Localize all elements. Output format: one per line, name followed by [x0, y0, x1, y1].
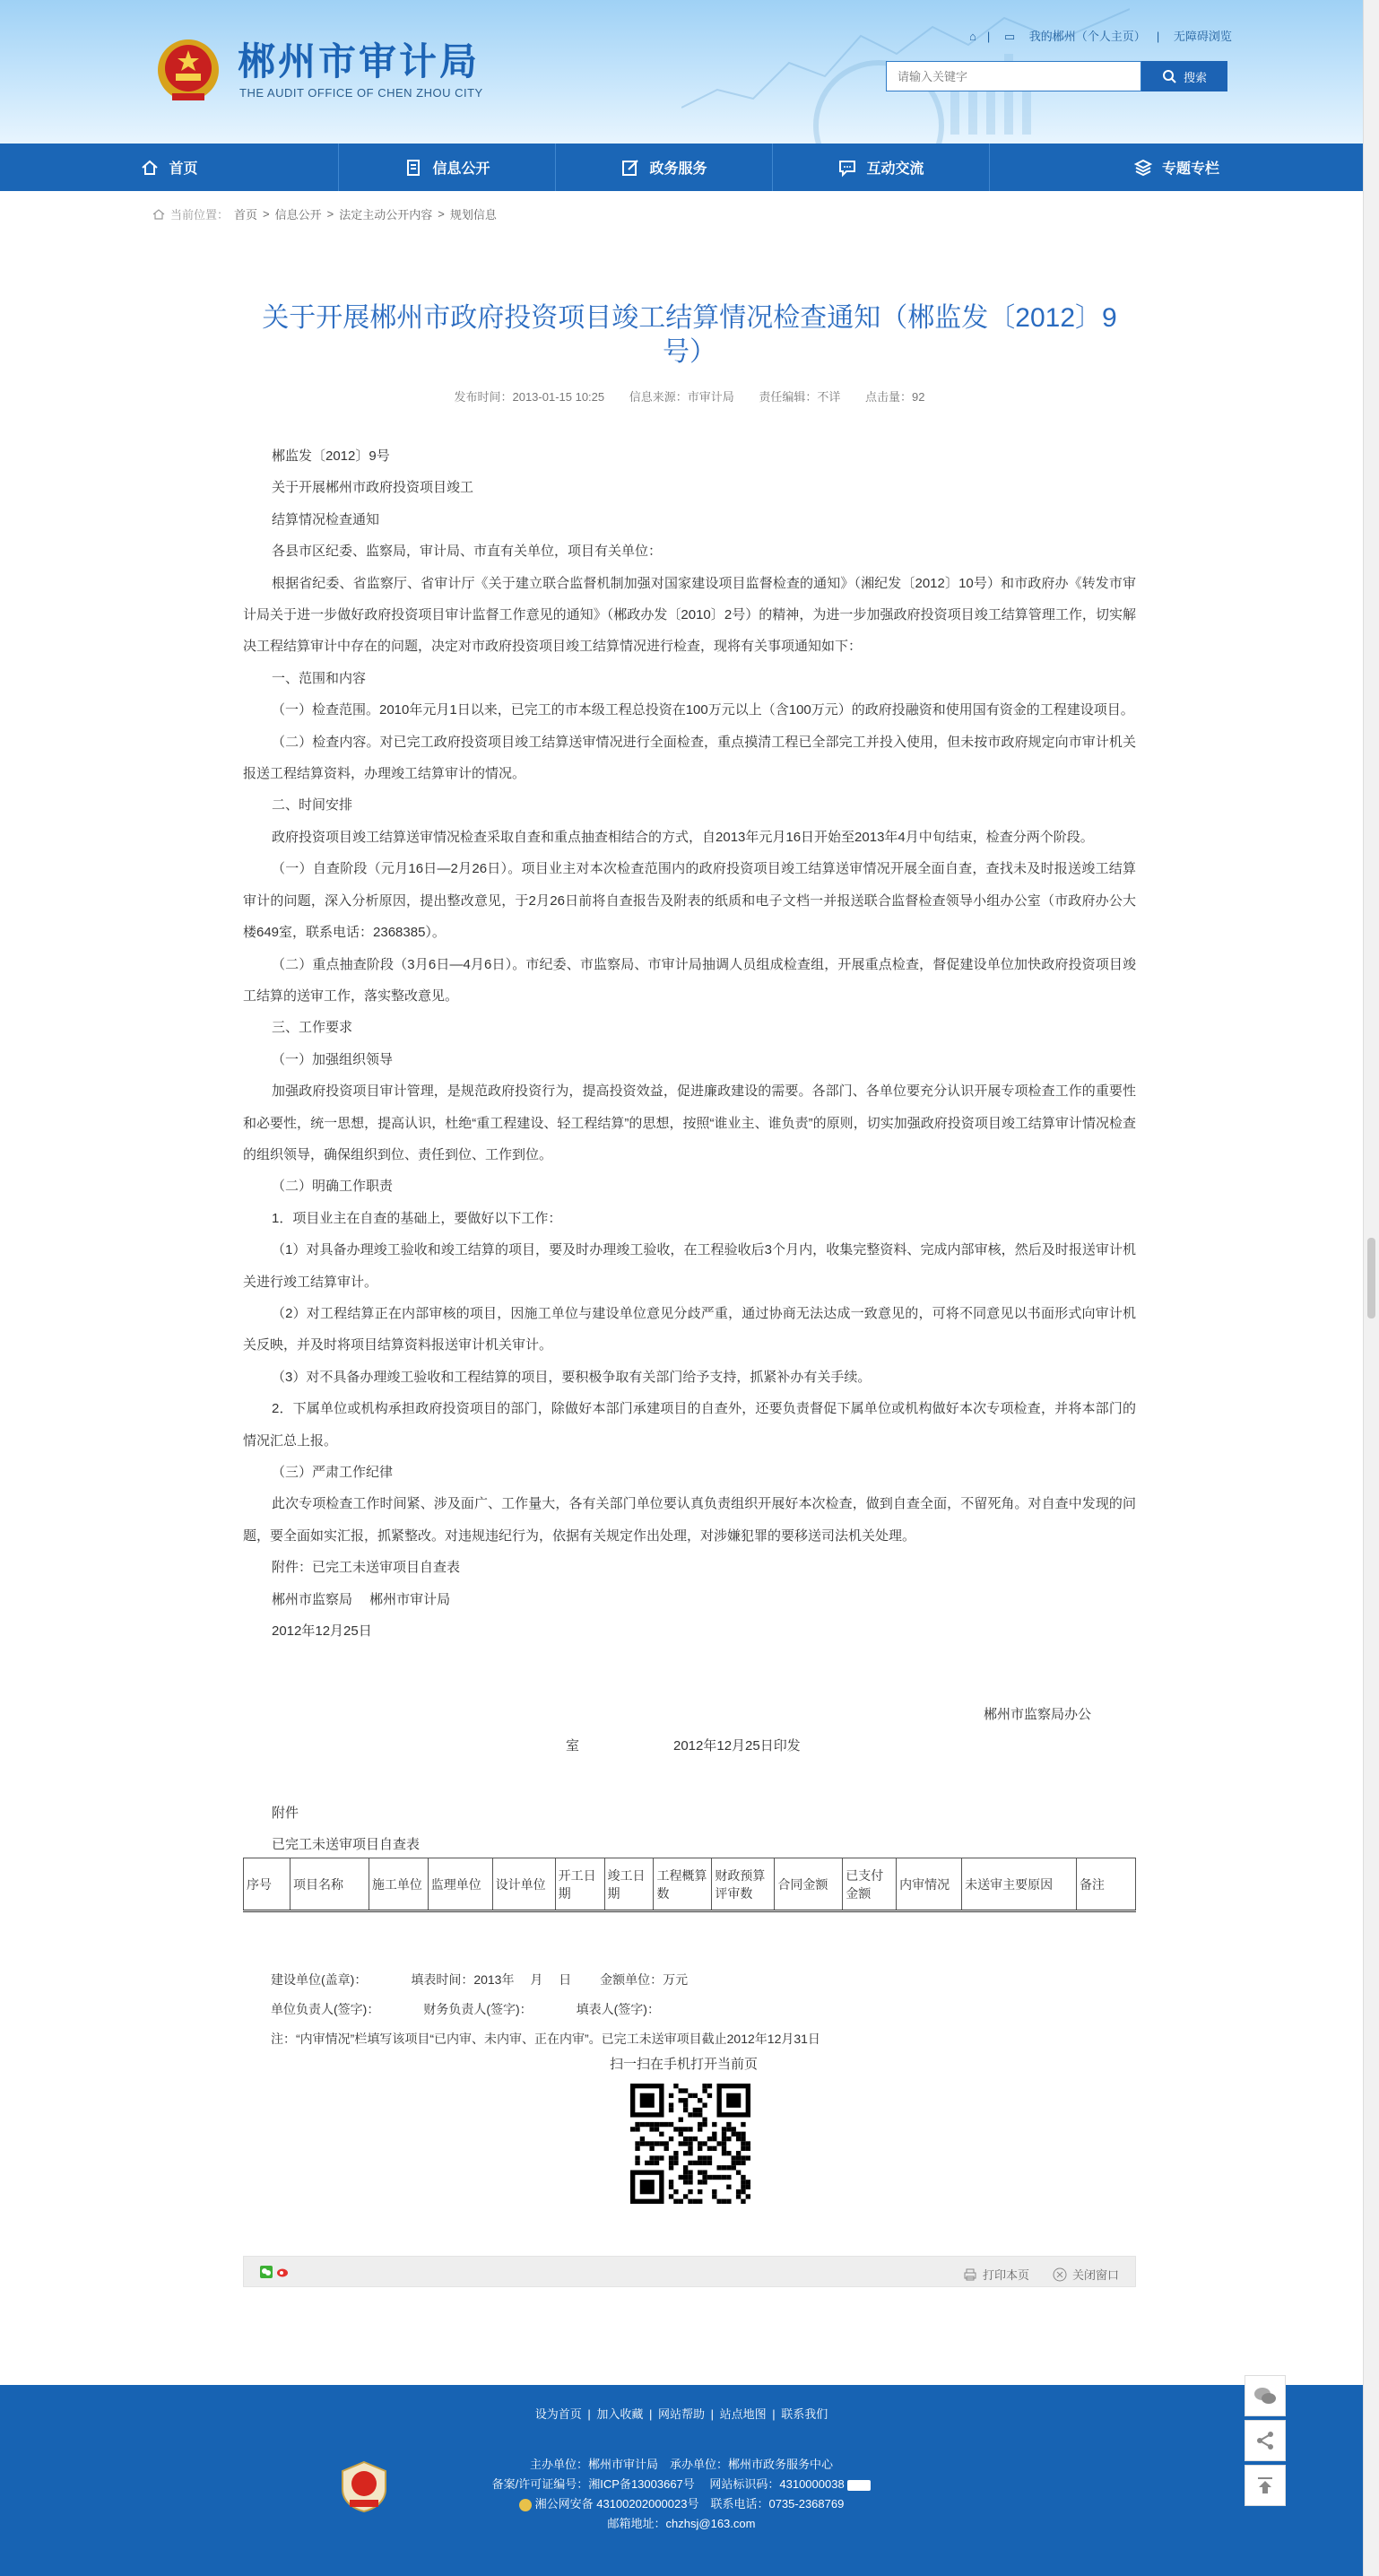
table-header-cell: 项目名称 — [290, 1858, 369, 1911]
article-paragraph: 1．项目业主在自查的基础上，要做好以下工作： — [272, 1210, 562, 1226]
table-header-cell: 开工日期 — [555, 1858, 604, 1911]
nav-label: 首页 — [169, 161, 198, 177]
main-nav — [0, 144, 1363, 191]
appendix-title: 已完工未送审项目自查表 — [272, 1837, 421, 1852]
table-header-cell: 监理单位 — [428, 1858, 492, 1911]
site-header — [0, 0, 1363, 144]
table-header-cell: 未送审主要原因 — [962, 1858, 1077, 1911]
layers-icon — [1133, 158, 1153, 178]
footer-icp: 备案/许可证编号：湘ICP备13003667号 网站标识码：4310000038 — [0, 2475, 1363, 2494]
article-paragraph: （三）严肃工作纪律 — [272, 1465, 394, 1480]
table-header-cell: 备注 — [1076, 1858, 1135, 1911]
home-outline-icon — [152, 208, 165, 221]
article-paragraph: 加强政府投资项目审计管理，是规范政府投资行为，提高投资效益，促进廉政建设的需要。各部门、各单位要充分认识开展专项检查工作的重要性和必要性，统一思想，提高认识，杜绝“重工程建设、轻工程结算”的思想，按照“谁业主、谁负责”的原则，切实加强政府投资项目竣工结算审计情况检查的组织领导，确保组织到位、责任到位、工作到位。 — [243, 1083, 1136, 1162]
article-paragraph: 附件：已完工未送审项目自查表 — [272, 1560, 461, 1576]
nav-item-interaction[interactable] — [773, 144, 990, 191]
nav-label: 互动交流 — [866, 161, 924, 177]
footer-email: 邮箱地址：chzhsj@163.com — [607, 2517, 756, 2530]
close-label: 关闭窗口 — [1071, 2268, 1119, 2282]
article-paragraph: 此次专项检查工作时间紧、涉及面广、工作量大，各有关部门单位要认真负责组织开展好本次检查，做到自查全面，不留死角。对自查中发现的问题，要全面如实汇报，抓紧整改。对违规违纪行为，依据有关规定作出处理，对涉嫌犯罪的要移送司法机关处理。 — [243, 1496, 1136, 1544]
accessibility-link[interactable]: 无障碍浏览 — [1173, 30, 1232, 43]
appendix-label: 附件 — [272, 1806, 299, 1821]
attachment-table — [243, 1858, 1136, 1912]
breadcrumb-item[interactable]: 规划信息 — [449, 208, 497, 222]
table-foot-line: 注：“内审情况”栏填写该项目“已内审、未内审、正在内审”。已完工未送审项目截止2012年12月31日 — [271, 2032, 820, 2046]
close-window-button[interactable] — [1053, 2266, 1119, 2283]
weibo-share-icon[interactable] — [276, 2266, 289, 2278]
article-paragraph: （3）对不具备办理竣工验收和工程结算的项目，要积极争取有关部门给予支持，抓紧补办有关手续。 — [272, 1369, 872, 1385]
nav-item-services[interactable] — [556, 144, 773, 191]
home-small-icon[interactable]: ⌂ — [969, 30, 976, 43]
printer-icon — [963, 2267, 977, 2282]
table-header-cell: 财政预算评审数 — [712, 1858, 775, 1911]
breadcrumb: 当前位置： 首页 > 信息公开 > 法定主动公开内容 > 规划信息 — [152, 205, 497, 222]
close-icon — [1053, 2267, 1067, 2282]
share-bar — [243, 2256, 1136, 2287]
breadcrumb-item[interactable]: 法定主动公开内容 — [339, 208, 433, 222]
chat-icon — [837, 158, 857, 178]
article-paragraph: （二）检查内容。对已完工政府投资项目竣工结算送审情况进行全面检查，重点摸清工程已全部完工并投入使用，但未按市政府规定向市审计机关报送工程结算资料，办理竣工结算审计的情况。 — [243, 734, 1136, 782]
top-links: ⌂ | ▭ 我的郴州（个人主页） | 无障碍浏览 — [969, 30, 1232, 43]
appendix — [243, 1797, 420, 1860]
footer-links: 设为首页 | 加入收藏 | 网站帮助 | 站点地图 | 联系我们 — [534, 2407, 828, 2421]
breadcrumb-prefix: 当前位置： — [170, 208, 230, 222]
footer-link[interactable]: 设为首页 — [534, 2407, 582, 2421]
info-source: 信息来源：市审计局 — [629, 390, 734, 404]
article-paragraph: （二）重点抽查阶段（3月6日—4月6日）。市纪委、市监察局、市审计局抽调人员组成检查组，开展重点检查，督促建设单位加快政府投资项目竣工结算的送审工作，落实整改意见。 — [243, 956, 1136, 1004]
article-paragraph: （一）自查阶段（元月16日—2月26日）。项目业主对本次检查范围内的政府投资项目竣工结算送审情况开展全面自查，查找未及时报送竣工结算审计的问题，深入分析原因，提出整改意见，于2月26日前将自查报告及附表的纸质和电子文档一并报送联合监督检查领导小组办公室（市政府办公大楼649室，联系电话：2368385）。 — [243, 861, 1136, 941]
table-header-cell: 合同金额 — [775, 1858, 843, 1911]
search-input[interactable] — [886, 61, 1141, 91]
print-label: 打印本页 — [982, 2268, 1029, 2282]
share-float-button[interactable] — [1245, 2420, 1286, 2461]
table-header-cell: 已支付金额 — [843, 1858, 897, 1911]
article-paragraph: 郴监发〔2012〕9号 — [272, 448, 390, 464]
table-header-cell: 工程概算数 — [654, 1858, 712, 1911]
footer-link[interactable]: 站点地图 — [719, 2407, 767, 2421]
sign-date: 2012年12月25日印发 — [673, 1738, 801, 1754]
table-header-cell: 序号 — [244, 1858, 291, 1911]
article-paragraph: （一）加强组织领导 — [272, 1051, 394, 1067]
footer-link[interactable]: 网站帮助 — [657, 2407, 705, 2421]
my-chenzhou-link[interactable]: 我的郴州（个人主页） — [1028, 30, 1146, 43]
arrow-up-icon — [1255, 2476, 1275, 2495]
table-header-cell: 竣工日期 — [604, 1858, 654, 1911]
table-header-row — [244, 1858, 1136, 1911]
nav-label: 信息公开 — [432, 161, 490, 177]
side-tools — [1245, 2375, 1286, 2510]
qr-code-icon — [630, 2084, 750, 2204]
article-paragraph: 2．下属单位或机构承担政府投资项目的部门，除做好本部门承建项目的自查外，还要负责督促下属单位或机构做好本次专项检查，并将本部门的情况汇总上报。 — [243, 1401, 1136, 1449]
monitor-icon: ▭ — [1003, 30, 1016, 43]
sign-line-1: 郴州市监察局办公 — [984, 1707, 1092, 1722]
article-paragraph: 郴州市监察局 郴州市审计局 — [272, 1591, 451, 1607]
article-body — [243, 440, 1136, 1647]
nav-item-home[interactable] — [0, 144, 339, 191]
editor: 责任编辑：不详 — [759, 390, 841, 404]
print-button[interactable] — [963, 2266, 1029, 2283]
wechat-icon — [1253, 2386, 1277, 2406]
article-paragraph: 三、工作要求 — [272, 1020, 353, 1036]
back-to-top-button[interactable] — [1245, 2465, 1286, 2506]
site-footer — [0, 2385, 1363, 2576]
article-meta — [243, 387, 1136, 405]
wechat-float-button[interactable] — [1245, 2375, 1286, 2416]
sign-room: 室 — [566, 1738, 580, 1754]
article-paragraph: 2012年12月25日 — [272, 1623, 372, 1640]
publish-time: 发布时间：2013-01-15 10:25 — [454, 390, 605, 404]
article-paragraph: （1）对具备办理竣工验收和竣工结算的项目，要及时办理竣工验收，在工程验收后3个月内，收集完整资料、完成内部审核，然后及时报送审计机关进行竣工结算审计。 — [243, 1242, 1136, 1290]
site-subtitle: THE AUDIT OFFICE OF CHEN ZHOU CITY — [239, 86, 483, 100]
article-paragraph: （二）明确工作职责 — [272, 1179, 394, 1195]
nav-item-topics[interactable] — [990, 144, 1363, 191]
footer-link[interactable]: 联系我们 — [781, 2407, 828, 2421]
article-paragraph: 一、范围和内容 — [272, 670, 367, 686]
hit-count: 点击量：92 — [865, 390, 925, 404]
wechat-share-icon[interactable] — [260, 2266, 273, 2278]
breadcrumb-item[interactable]: 信息公开 — [274, 208, 322, 222]
search-button-label: 搜索 — [1183, 70, 1207, 84]
table-footnotes — [271, 1965, 1136, 2054]
scrollbar-thumb[interactable] — [1367, 1238, 1375, 1318]
qr-caption: 扫一扫在手机打开当前页 — [610, 2057, 759, 2072]
table-header-cell: 设计单位 — [492, 1858, 555, 1911]
table-foot-line: 单位负责人(签字)： 财务负责人(签字)： 填表人(签字)： — [271, 2002, 660, 2016]
search-icon — [1162, 69, 1176, 83]
table-foot-line: 建设单位(盖章)： 填表时间：2013年 月 日 金额单位：万元 — [271, 1972, 689, 1987]
article-paragraph: （2）对工程结算正在内部审核的项目，因施工单位与建设单位意见分歧严重，通过协商无法达成一致意见的，可将不同意见以书面形式向审计机关反映，并及时将项目结算资料报送审计机关审计。 — [243, 1305, 1136, 1353]
article-paragraph: 各县市区纪委、监察局，审计局、市直有关单位，项目有关单位： — [272, 544, 663, 560]
article-paragraph: 关于开展郴州市政府投资项目竣工 — [272, 480, 474, 496]
site-title: 郴州市审计局 — [238, 39, 481, 83]
table-header-cell: 施工单位 — [369, 1858, 428, 1911]
page-scrollbar[interactable] — [1363, 0, 1379, 2576]
document-icon — [403, 158, 423, 178]
footer-sponsor: 主办单位：郴州市审计局 承办单位：郴州市政务服务中心 — [529, 2458, 833, 2471]
nav-item-info-public[interactable] — [339, 144, 556, 191]
table-header-cell: 内审情况 — [897, 1858, 962, 1911]
gov-error-badge-icon[interactable] — [847, 2480, 871, 2491]
share-icon — [1254, 2430, 1276, 2451]
edit-icon — [620, 158, 640, 178]
article-paragraph: 政府投资项目竣工结算送审情况检查采取自查和重点抽查相结合的方式，自2013年元月16日开始至2013年4月中旬结束，检查分两个阶段。 — [272, 829, 1094, 845]
breadcrumb-item[interactable]: 首页 — [234, 208, 258, 222]
national-emblem-icon — [154, 34, 222, 106]
article-paragraph: （一）检查范围。2010年元月1日以来，已完工的市本级工程总投资在100万元以上（含100万元）的政府投融资和使用国有资金的工程建设项目。 — [272, 702, 1134, 718]
article-paragraph: 二、时间安排 — [272, 797, 353, 814]
nav-label: 政务服务 — [649, 161, 707, 177]
article-paragraph: 结算情况检查通知 — [272, 511, 380, 527]
home-icon — [140, 158, 160, 178]
share-icons — [260, 2266, 289, 2278]
footer-info — [0, 2455, 1363, 2534]
search-button[interactable] — [1141, 61, 1227, 91]
footer-police: 湘公网安备 43100202000023号 联系电话：0735-2368769 — [0, 2494, 1363, 2514]
nav-label: 专题专栏 — [1161, 161, 1219, 177]
police-icon — [519, 2499, 532, 2511]
article-title: 关于开展郴州市政府投资项目竣工结算情况检查通知（郴监发〔2012〕9号） — [262, 303, 1117, 367]
footer-link[interactable]: 加入收藏 — [596, 2407, 644, 2421]
article-paragraph: 根据省纪委、省监察厅、省审计厅《关于建立联合监督机制加强对国家建设项目监督检查的通知》（湘纪发〔2012〕10号）和市政府办《转发市审计局关于进一步做好政府投资项目审计监督工作意见的通知》（郴政办发〔2010〕2号）的精神，为进一步加强政府投资项目竣工结算管理工作，切实解决工程结算审计中存在的问题，决定对市政府投资项目竣工结算情况进行检查，现将有关事项通知如下： — [243, 575, 1136, 655]
